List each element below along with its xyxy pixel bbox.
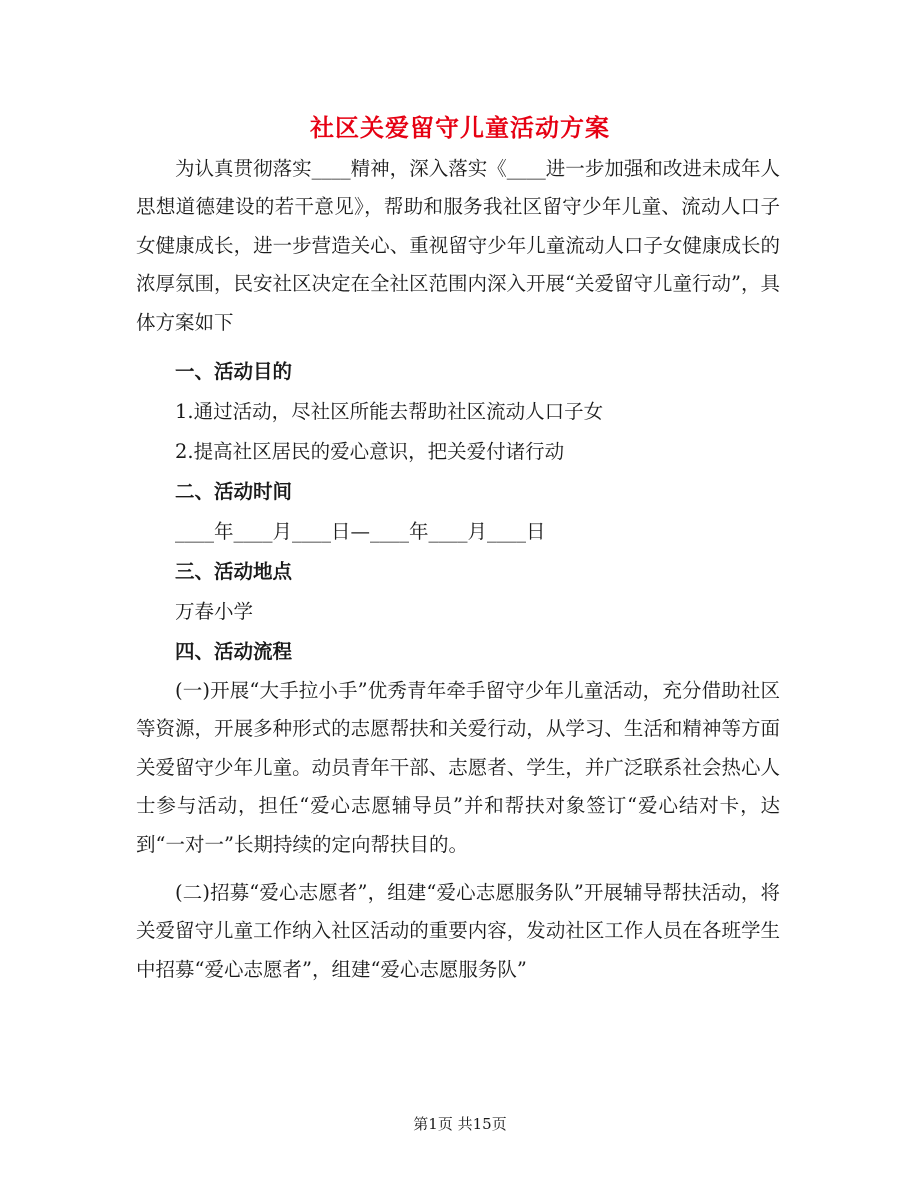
document-title: 社区关爱留守儿童活动方案 <box>310 113 610 142</box>
section-heading-purpose: 一、活动目的 <box>175 360 293 384</box>
section-heading-location: 三、活动地点 <box>175 560 293 584</box>
section-heading-process: 四、活动流程 <box>175 640 293 664</box>
page-number-footer: 第1页 共15页 <box>413 1115 507 1133</box>
purpose-item-2: 2.提高社区居民的爱心意识，把关爱付诸行动 <box>175 440 565 464</box>
process-paragraph-1: (一)开展“大手拉小手”优秀青年牵手留守少年儿童活动，充分借助社区等资源，开展多种形式的志愿帮扶和关爱行动，从学习、生活和精神等方面关爱留守少年儿童。动员青年干部、志愿者、学生，并广泛联系社会热心人士参与活动，担任“爱心志愿辅导员”并和帮扶对象签订“爱心结对卡，达到“一对一”长期持续的定向帮扶目的。 <box>136 679 780 856</box>
process-paragraph-2: (二)招募“爱心志愿者”，组建“爱心志愿服务队”开展辅导帮扶活动，将关爱留守儿童工作纳入社区活动的重要内容，发动社区工作人员在各班学生中招募“爱心志愿者”，组建“爱心志愿服务队” <box>136 881 780 981</box>
section-heading-time: 二、活动时间 <box>175 480 293 504</box>
document-body <box>136 150 780 989</box>
intro-paragraph: 为认真贯彻落实____精神，深入落实《____进一步加强和改进未成年人思想道德建设的若干意见》，帮助和服务我社区留守少年儿童、流动人口子女健康成长，进一步营造关心、重视留守少年儿童流动人口子女健康成长的浓厚氛围，民安社区决定在全社区范围内深入开展“关爱留守儿童行动”，具体方案如下 <box>136 157 780 334</box>
activity-time: ____年____月____日—____年____月____日 <box>175 520 546 544</box>
purpose-item-1: 1.通过活动，尽社区所能去帮助社区流动人口子女 <box>175 400 604 424</box>
activity-location: 万春小学 <box>175 600 254 624</box>
